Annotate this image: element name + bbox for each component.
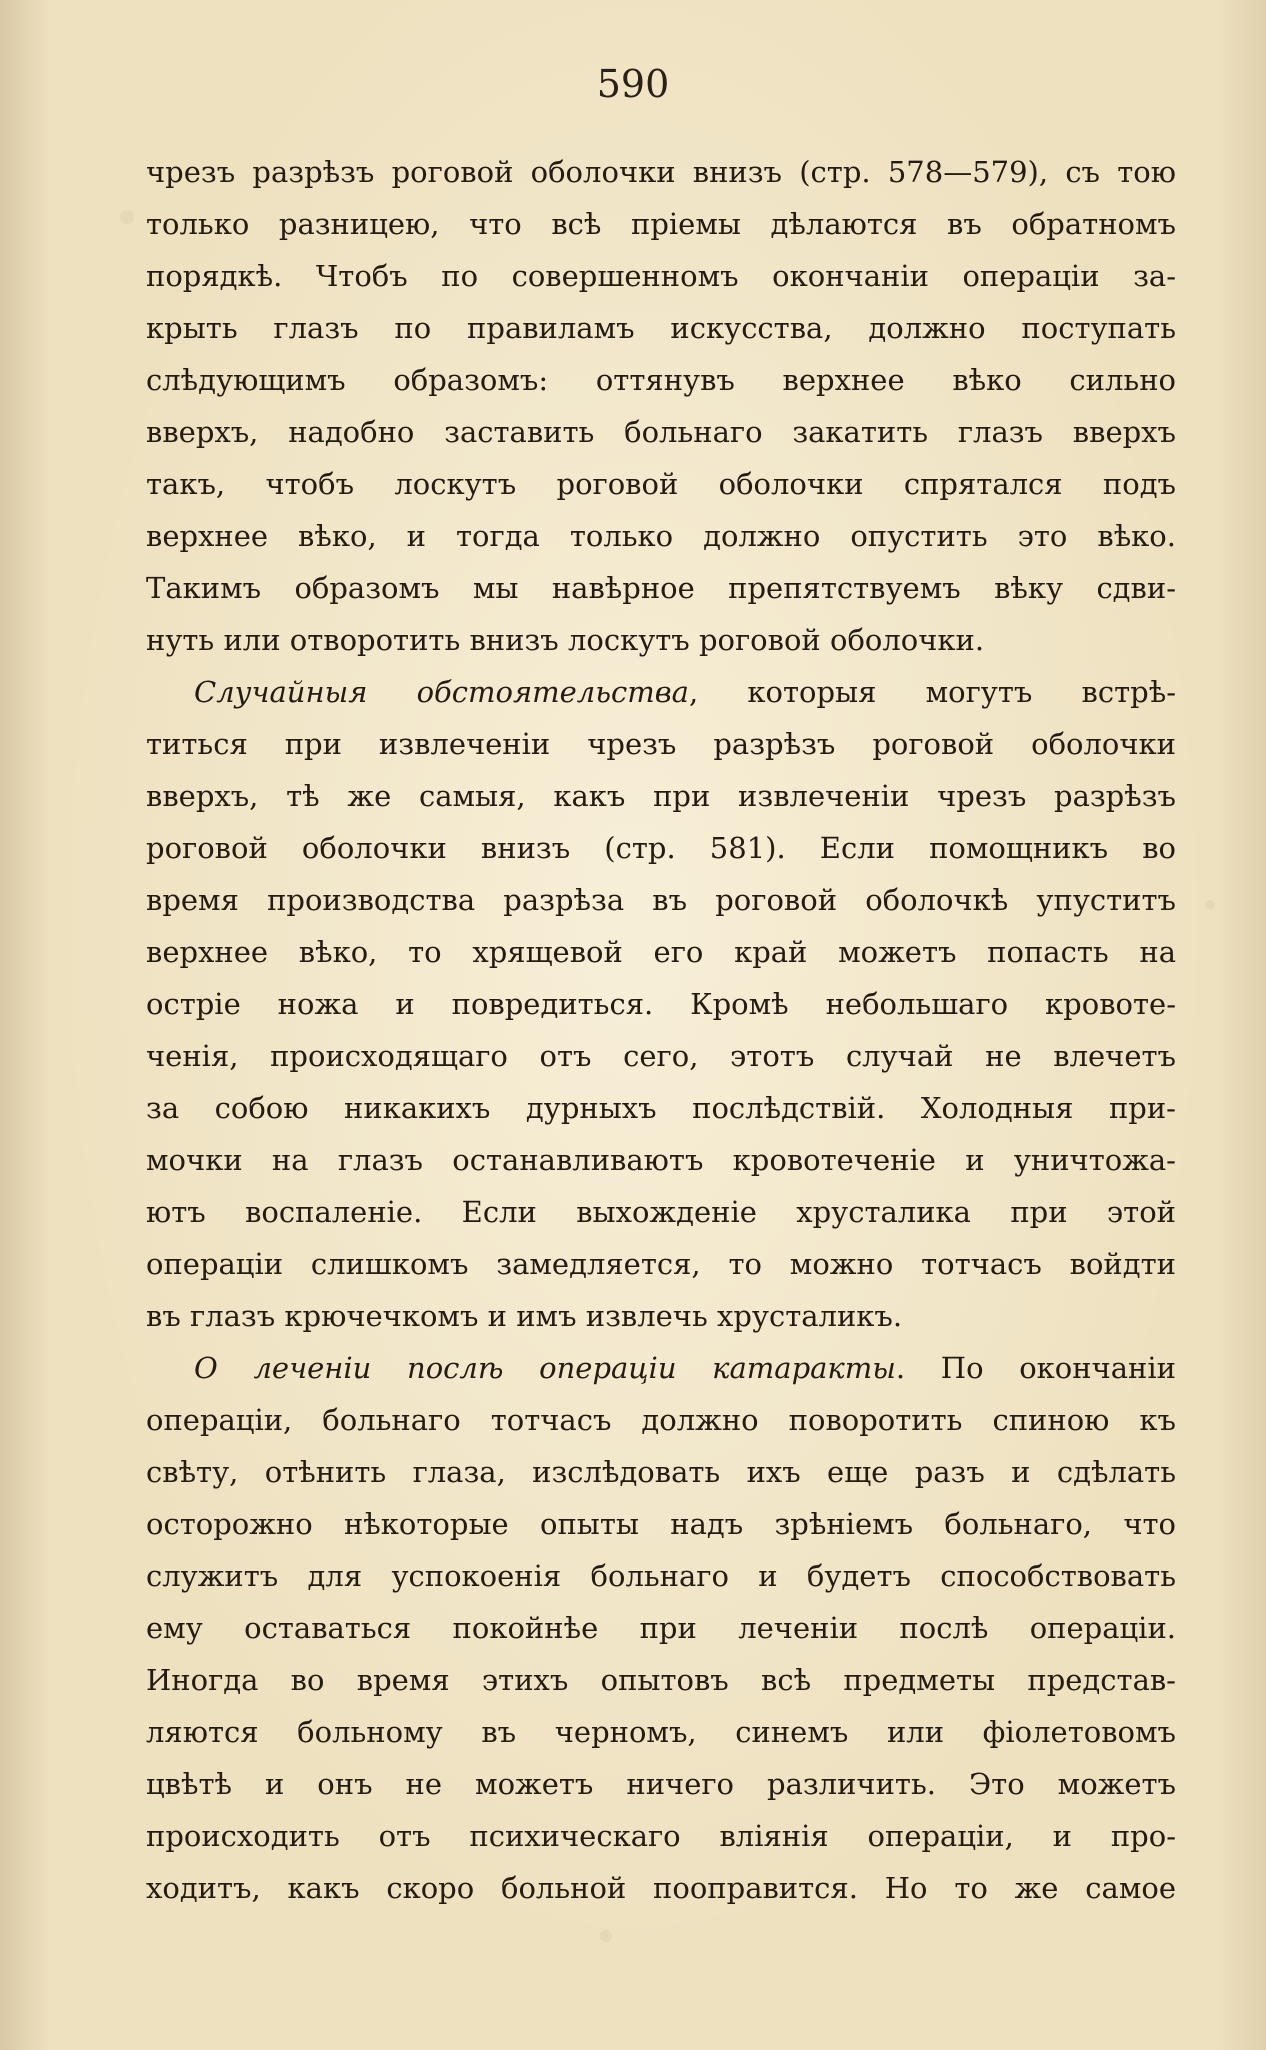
text-segment: вверхъ, тѣ же самыя, какъ при извлеченіи чрезъ разрѣзъ <box>146 779 1176 813</box>
text-line <box>146 198 1176 250</box>
text-line <box>146 302 1176 354</box>
text-segment: крыть глазъ по правиламъ искусства, должно поступать <box>146 311 1176 345</box>
text-segment: ему оставаться покойнѣе при леченіи послѣ операціи. <box>146 1611 1176 1645</box>
text-segment: мочки на глазъ останавливаютъ кровотеченіе и уничтожа- <box>146 1143 1176 1177</box>
text-segment: въ глазъ крючечкомъ и имъ извлечь хрусталикъ. <box>146 1299 903 1333</box>
text-segment: ходитъ, какъ скоро больной пооправится. Но то же самое <box>146 1871 1176 1905</box>
text-segment: вверхъ, надобно заставить больнаго закатить глазъ вверхъ <box>146 415 1176 449</box>
text-segment: титься при извлеченіи чрезъ разрѣзъ роговой оболочки <box>146 727 1176 761</box>
text-segment: порядкѣ. Чтобъ по совершенномъ окончаніи операціи за- <box>146 259 1176 293</box>
text-line <box>146 1082 1176 1134</box>
text-segment: только разницею, что всѣ пріемы дѣлаются въ обратномъ <box>146 207 1176 241</box>
text-line <box>146 666 1176 718</box>
text-segment: . По окончаніи <box>895 1351 1176 1385</box>
text-line <box>146 874 1176 926</box>
text-line <box>146 1550 1176 1602</box>
text-segment: верхнее вѣко, то хрящевой его край можетъ попасть на <box>146 935 1176 969</box>
text-line <box>146 1498 1176 1550</box>
text-line <box>146 250 1176 302</box>
text-line <box>146 1810 1176 1862</box>
italic-heading: О леченіи послѣ операціи катаракты <box>194 1351 896 1385</box>
text-segment: время производства разрѣза въ роговой оболочкѣ упуститъ <box>146 883 1176 917</box>
text-segment: нуть или отворотить внизъ лоскутъ роговой оболочки. <box>146 623 985 657</box>
text-line <box>146 510 1176 562</box>
foxing-spot <box>600 1930 612 1942</box>
text-segment: операціи, больнаго тотчасъ должно поворотить спиною къ <box>146 1403 1176 1437</box>
text-line <box>146 1134 1176 1186</box>
text-line <box>146 1446 1176 1498</box>
text-segment: происходить отъ психическаго вліянія операціи, и про- <box>146 1819 1176 1853</box>
text-segment: свѣту, отѣнить глаза, изслѣдовать ихъ еще разъ и сдѣлать <box>146 1455 1176 1489</box>
text-line <box>146 770 1176 822</box>
text-segment: осторожно нѣкоторые опыты надъ зрѣніемъ больнаго, что <box>146 1507 1176 1541</box>
text-segment: верхнее вѣко, и тогда только должно опустить это вѣко. <box>146 519 1176 553</box>
text-line <box>146 1654 1176 1706</box>
text-line <box>146 978 1176 1030</box>
text-line <box>146 354 1176 406</box>
text-line <box>146 1602 1176 1654</box>
text-line <box>146 146 1176 198</box>
text-segment: такъ, чтобъ лоскутъ роговой оболочки спрятался подъ <box>146 467 1176 501</box>
text-line <box>146 1342 1176 1394</box>
text-line <box>146 1186 1176 1238</box>
text-line <box>146 1706 1176 1758</box>
text-segment: ютъ воспаленіе. Если выхожденіе хрусталика при этой <box>146 1195 1176 1229</box>
text-segment: роговой оболочки внизъ (стр. 581). Если помощникъ во <box>146 831 1176 865</box>
text-segment: цвѣтѣ и онъ не можетъ ничего различить. Это можетъ <box>146 1767 1176 1801</box>
text-segment: ляются больному въ черномъ, синемъ или фіолетовомъ <box>146 1715 1176 1749</box>
text-segment: служитъ для успокоенія больнаго и будетъ способствовать <box>146 1559 1176 1593</box>
text-line <box>146 562 1176 614</box>
text-line <box>146 822 1176 874</box>
text-line <box>146 1238 1176 1290</box>
text-segment: операціи слишкомъ замедляется, то можно тотчасъ войдти <box>146 1247 1176 1281</box>
foxing-spot <box>120 210 134 224</box>
text-line <box>146 614 1176 666</box>
text-line <box>146 1290 1176 1342</box>
text-segment: Такимъ образомъ мы навѣрное препятствуемъ вѣку сдви- <box>146 571 1176 605</box>
text-segment: чрезъ разрѣзъ роговой оболочки внизъ (стр. 578—579), съ тою <box>146 155 1176 189</box>
text-segment: слѣдующимъ образомъ: оттянувъ верхнее вѣко сильно <box>146 363 1176 397</box>
text-line <box>146 926 1176 978</box>
foxing-spot <box>1205 900 1215 910</box>
text-segment: ченія, происходящаго отъ сего, этотъ случай не влечетъ <box>146 1039 1176 1073</box>
text-segment: остріе ножа и повредиться. Кромѣ небольшаго кровоте- <box>146 987 1176 1021</box>
body-text <box>146 146 1176 1914</box>
text-line <box>146 1862 1176 1914</box>
text-line <box>146 1394 1176 1446</box>
page-number: 590 <box>596 62 670 106</box>
text-line <box>146 458 1176 510</box>
text-segment: Иногда во время этихъ опытовъ всѣ предметы представ- <box>146 1663 1176 1697</box>
italic-heading: Случайныя обстоятельства <box>194 675 689 709</box>
text-segment: за собою никакихъ дурныхъ послѣдствій. Холодныя при- <box>146 1091 1176 1125</box>
text-line <box>146 1758 1176 1810</box>
text-segment: , которыя могутъ встрѣ- <box>688 675 1176 709</box>
text-line <box>146 406 1176 458</box>
text-line <box>146 1030 1176 1082</box>
text-line <box>146 718 1176 770</box>
